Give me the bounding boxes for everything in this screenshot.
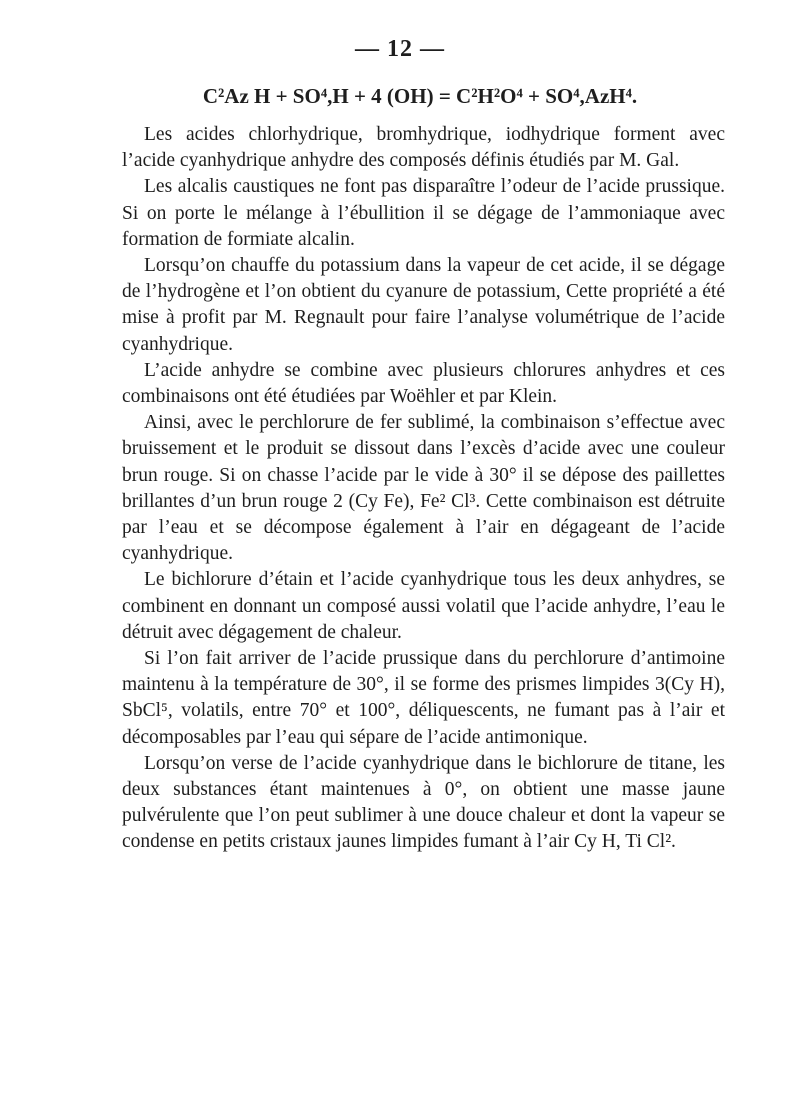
paragraph: Les acides chlorhydrique, bromhydrique, iodhydrique forment avec l’acide cyanhydrique anhydre des composés définis étudiés par M. Gal. [122,124,725,172]
chemical-equation: C²Az H + SO⁴,H + 4 (OH) = C²H²O⁴ + SO⁴,AzH⁴. [202,84,638,108]
paragraph: Lorsqu’on verse de l’acide cyanhydrique dans le bichlorure de titane, les deux substances étant maintenues à 0°, on obtient une masse jaune pulvérulente que l’on peut sublimer à une douce chaleur et dont la vapeur se condense en petits cristaux jaunes limpides fumant à l’air Cy H, Ti Cl². [122,752,725,853]
paragraph: Ainsi, avec le perchlorure de fer sublimé, la combinaison s’effectue avec bruissement et le produit se dissout dans l’excès d’acide avec une couleur brun rouge. Si on chasse l’acide par le vide à 30° il se dépose des paillettes brillantes d’un brun rouge 2 (Cy Fe), Fe² Cl³. Cette combinaison est détruite par l’eau et se décompose également à l’air en dégageant de l’acide cyanhydrique. [122,412,725,565]
paragraph: L’acide anhydre se combine avec plusieurs chlorures anhydres et ces combinaisons ont été étudiées par Woëhler et par Klein. [122,359,725,408]
body-text [122,122,725,856]
paragraph: Le bichlorure d’étain et l’acide cyanhydrique tous les deux anhydres, se combinent en donnant un composé aussi volatil que l’acide anhydre, l’eau le détruit avec dégagement de chaleur. [122,569,725,643]
page-number: — 12 — [355,36,445,62]
paragraph: Si l’on fait arriver de l’acide prussique dans du perchlorure d’antimoine maintenu à la température de 30°, il se forme des prismes limpides 3(Cy H), SbCl⁵, volatils, entre 70° et 100°, déliquescents, ne fumant pas à l’air et décomposables par l’eau qui sépare de l’acide antimonique. [122,648,725,748]
paragraph: Les alcalis caustiques ne font pas disparaître l’odeur de l’acide prussique. Si on porte le mélange à l’ébullition il se dégage de l’ammoniaque avec formation de formiate alcalin. [122,176,725,250]
paragraph: Lorsqu’on chauffe du potassium dans la vapeur de cet acide, il se dégage de l’hydrogène et l’on obtient du cyanure de potassium, Cette propriété a été mise à profit par M. Regnault pour faire l’analyse volumétrique de l’acide cyanhydrique. [122,255,725,355]
